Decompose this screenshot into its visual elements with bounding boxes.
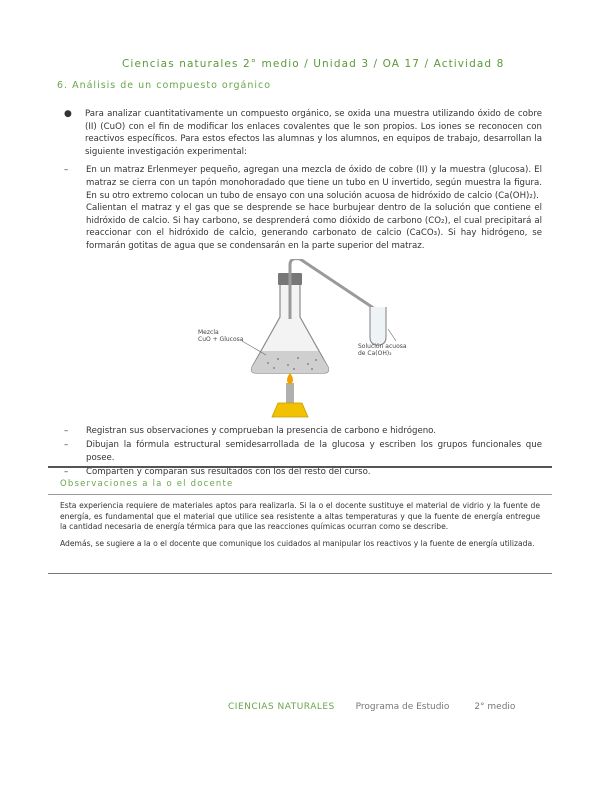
observations-divider xyxy=(48,494,552,495)
mixture-fill xyxy=(252,351,329,373)
step-1-paragraph-1: En un matraz Erlenmeyer pequeño, agregan una mezcla de óxido de cobre (II) y la muestra (glucosa). El matraz se cierra con un tapón monohoradado que tiene un tubo en U invertido, según muestra la figura. En su otro extremo colocan un tubo de ensayo con una solución acuosa de hidróxido de calcio (Ca(OH)₂). xyxy=(86,165,542,201)
step-1-paragraph-2: Calientan el matraz y el gas que se desprende se hace burbujear dentro de la solución que contiene el hidróxido de calcio. Si hay carbono, se desprenderá como dióxido de carbono (CO₂), el cual precipitará al reaccionar con el hidróxido de calcio, generando carbonato de calcio (CaCO₃). Si hay hidrógeno, se formarán gotitas de agua que se condensarán en la parte superior del matraz. xyxy=(86,203,542,251)
intro-bullet xyxy=(60,108,542,158)
steps-list xyxy=(60,164,542,252)
section-title: 6. Análisis de un compuesto orgánico xyxy=(57,80,272,91)
test-tube-icon xyxy=(370,307,386,345)
observations-paragraph-2: Además, se sugiere a la o el docente que comunique los cuidados al manipular los reactivos y la fuente de energía utilizada. xyxy=(60,538,535,548)
footer-program: Programa de Estudio xyxy=(355,702,450,712)
burner-stem xyxy=(286,383,294,403)
intro-text: Para analizar cuantitativamente un compuesto orgánico, se oxida una muestra utilizando óxido de cobre (II) (CuO) con el fin de modificar los enlaces covalentes que le son propios. Los iones se reconocen con reactivos específicos. Para estos efectos las alumnas y los alumnos, en equipos de trabajo, desarrollan la siguiente investigación experimental: xyxy=(85,109,542,157)
activity-content xyxy=(60,108,542,481)
dash-marker: – xyxy=(64,165,69,176)
solution-leader-line xyxy=(388,329,396,341)
footer-level: 2° medio xyxy=(474,702,516,712)
step-3-text: Dibujan la fórmula estructural semidesarrollada de la glucosa y escriben los grupos funcionales que posee. xyxy=(86,440,542,463)
bullet-dot-icon: ● xyxy=(64,109,72,119)
teacher-observations-box xyxy=(48,466,552,574)
solution-label-line-1: Solución acuosa xyxy=(358,342,407,350)
u-tube-icon xyxy=(290,259,382,331)
mixture-label xyxy=(198,329,243,343)
page-footer xyxy=(228,702,515,712)
step-text xyxy=(86,164,542,252)
step-item xyxy=(60,425,542,438)
mixture-label-line-1: Mezcla xyxy=(198,328,219,336)
footer-brand: CIENCIAS NATURALES xyxy=(228,702,335,712)
mixture-label-line-2: CuO + Glucosa xyxy=(198,335,244,343)
step-item xyxy=(60,164,542,252)
dash-marker: – xyxy=(64,440,69,451)
solution-label xyxy=(358,343,407,357)
experiment-figure xyxy=(182,259,422,419)
step-4-text: Comparten y comparan sus resultados con los del resto del curso. xyxy=(86,467,371,478)
step-2-text: Registran sus observaciones y comprueban la presencia de carbono e hidrógeno. xyxy=(86,425,437,436)
step-item xyxy=(60,439,542,464)
page-header-title: Ciencias naturales 2° medio / Unidad 3 / OA 17 / Actividad 8 xyxy=(122,58,505,70)
burner-base-icon xyxy=(272,403,308,417)
solution-label-line-2: de Ca(OH)₂ xyxy=(358,349,392,357)
observations-paragraph-1: Esta experiencia requiere de materiales aptos para realizarla. Si la o el docente sustituye el material de vidrio y la fuente de energía, es fundamental que el material que utilice sea resistente a altas temperaturas y que la fuente de energía entregue la cantidad necesaria de energía térmica para que las reacciones químicas ocurran como se describe. xyxy=(60,501,540,532)
observations-title: Observaciones a la o el docente xyxy=(60,479,234,489)
dash-marker: – xyxy=(64,467,69,478)
dash-marker: – xyxy=(64,425,69,436)
